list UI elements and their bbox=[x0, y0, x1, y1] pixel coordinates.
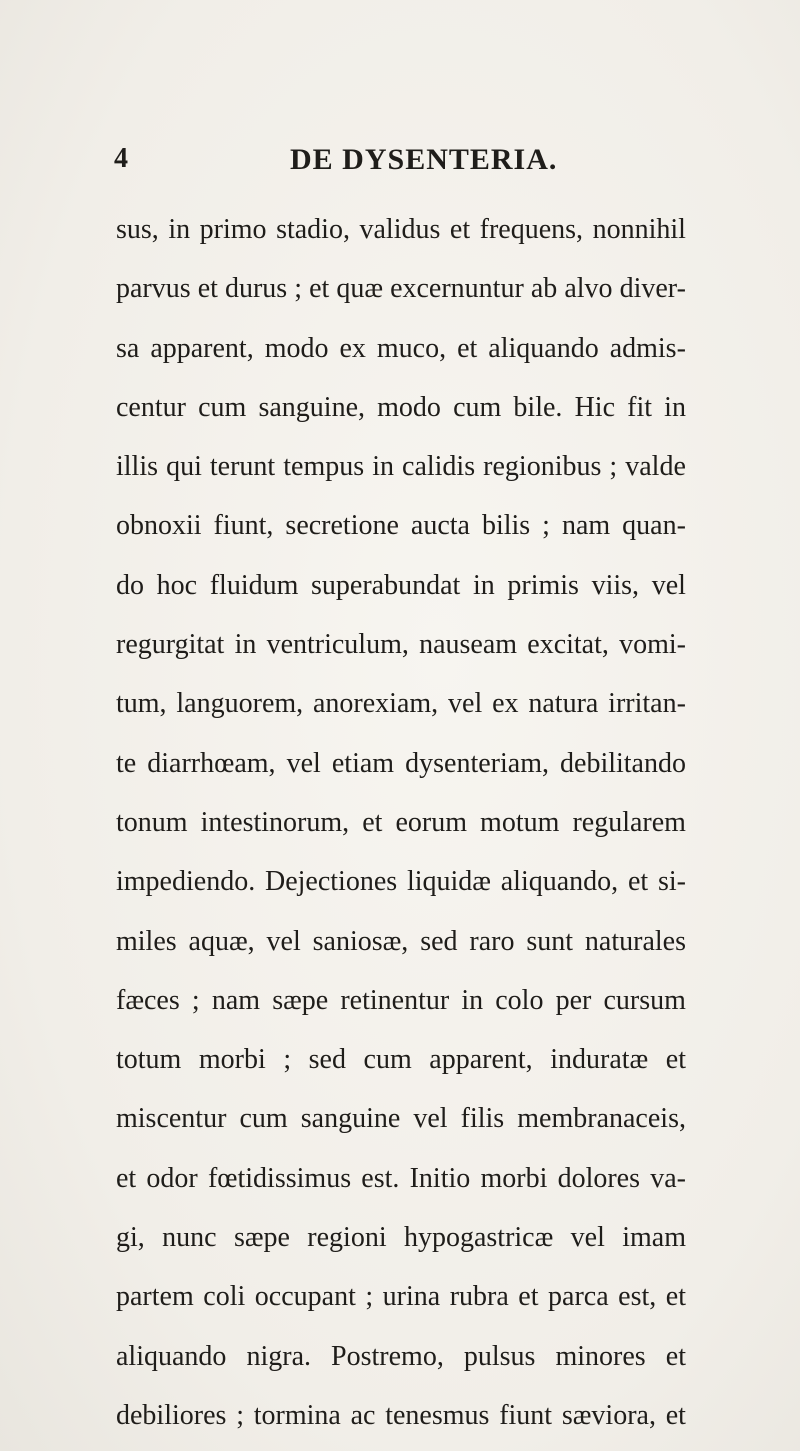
text-line: centur cum sanguine, modo cum bile. Hic fit in bbox=[116, 391, 686, 423]
text-line: tonum intestinorum, et eorum motum regularem bbox=[116, 806, 686, 838]
text-line: et odor fœtidissimus est. Initio morbi dolores va- bbox=[116, 1162, 686, 1194]
text-line: fæces ; nam sæpe retinentur in colo per cursum bbox=[116, 984, 686, 1016]
text-line: sus, in primo stadio, validus et frequens, nonnihil bbox=[116, 214, 686, 245]
text-line: partem coli occupant ; urina rubra et parca est, et bbox=[116, 1281, 686, 1313]
text-line: illis qui terunt tempus in calidis regionibus ; valde bbox=[116, 451, 686, 483]
text-line: impediendo. Dejectiones liquidæ aliquando, et si- bbox=[116, 866, 686, 898]
page-number: 4 bbox=[114, 143, 128, 174]
text-line: miscentur cum sanguine vel filis membranaceis, bbox=[116, 1103, 686, 1135]
text-line: debiliores ; tormina ac tenesmus fiunt sæviora, et bbox=[116, 1399, 686, 1431]
text-line: miles aquæ, vel saniosæ, sed raro sunt naturales bbox=[116, 925, 686, 957]
text-line: tum, languorem, anorexiam, vel ex natura irritan- bbox=[116, 688, 686, 720]
page-header bbox=[0, 143, 800, 183]
text-line: aliquando nigra. Postremo, pulsus minores et bbox=[116, 1340, 686, 1372]
text-line: te diarrhœam, vel etiam dysenteriam, debilitando bbox=[116, 747, 686, 779]
text-line: do hoc fluidum superabundat in primis viis, vel bbox=[116, 569, 686, 601]
text-line: sa apparent, modo ex muco, et aliquando admis- bbox=[116, 332, 686, 364]
text-line: parvus et durus ; et quæ excernuntur ab alvo diver- bbox=[116, 273, 686, 305]
text-line: regurgitat in ventriculum, nauseam excitat, vomi- bbox=[116, 629, 686, 661]
text-line: totum morbi ; sed cum apparent, induratæ et bbox=[116, 1044, 686, 1076]
text-line: gi, nunc sæpe regioni hypogastricæ vel imam bbox=[116, 1222, 686, 1254]
running-title: DE DYSENTERIA. bbox=[290, 143, 558, 176]
body-text bbox=[116, 200, 686, 1445]
text-line: obnoxii fiunt, secretione aucta bilis ; nam quan- bbox=[116, 510, 686, 542]
